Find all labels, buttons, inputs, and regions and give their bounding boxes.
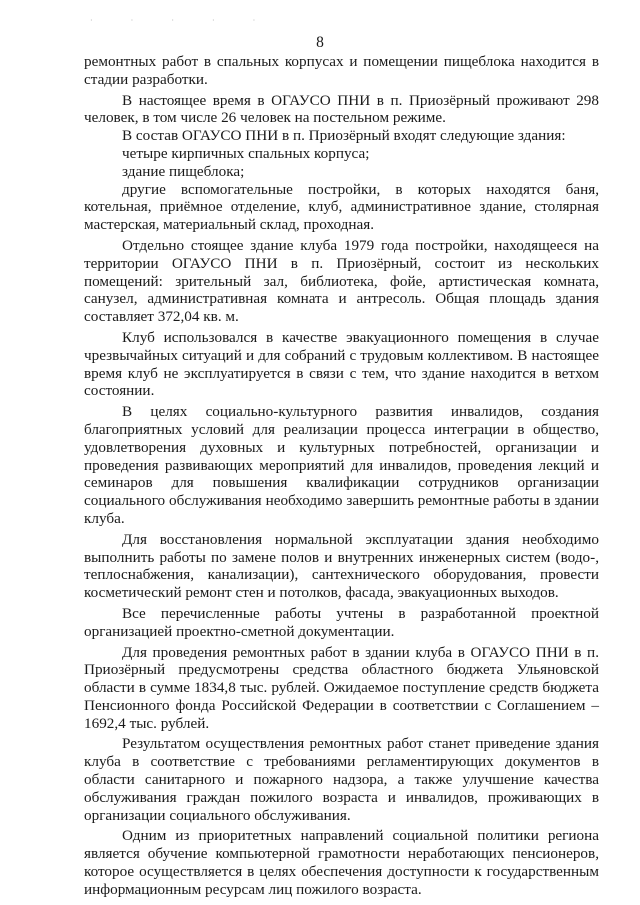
paragraph-buildings-intro: В состав ОГАУСО ПНИ в п. Приозёрный входят следующие здания: (122, 127, 566, 145)
paragraph-computer-literacy: Одним из приоритетных направлений социальной политики региона является обучение компьютерной грамотности неработающих пенсионеров, которое осуществляется в целях обеспечения доступности к государственным информационным ресурсам лиц пожилого возраста. (84, 827, 599, 898)
paragraph-funding: Для проведения ремонтных работ в здании клуба в ОГАУСО ПНИ в п. Приозёрный предусмотрены средства областного бюджета Ульяновской области в сумме 1834,8 тыс. рублей. Ожидаемое поступление средств бюджета Пенсионного фонда Российской Федерации в соответствии с Соглашением – 1692,4 тыс. рублей. (84, 643, 599, 732)
paragraph-residents: В настоящее время в ОГАУСО ПНИ в п. Приозёрный проживают 298 человек, в том числе 26 человек на постельном режиме. (84, 91, 599, 127)
page-number: 8 (316, 34, 324, 51)
paragraph-club-usage: Клуб использовался в качестве эвакуационного помещения в случае чрезвычайных ситуаций и для собраний с трудовым коллективом. В настоящее время клуб не эксплуатируется в связи с тем, что здание находится в ветхом состоянии. (84, 328, 599, 400)
paragraph-club-description: Отдельно стоящее здание клуба 1979 года постройки, находящееся на территории ОГАУСО ПНИ в п. Приозёрный, состоит из нескольких помещений: зрительный зал, библиотека, фойе, артистическая комната, санузел, административная комната и антресоль. Общая площадь здания составляет 372,04 кв. м. (84, 236, 599, 326)
list-item-canteen: здание пищеблока; (122, 162, 245, 180)
paragraph-works-accounted: Все перечисленные работы учтены в разработанной проектной организацией проектно-сметной документации. (84, 604, 599, 640)
paragraph-continuation: ремонтных работ в спальных корпусах и помещении пищеблока находится в стадии разработки. (84, 53, 599, 88)
paragraph-goals: В целях социально-культурного развития инвалидов, создания благоприятных условий для реализации процесса интеграции в общество, удовлетворения духовных и культурных потребностей, организации и проведения развивающих мероприятий для инвалидов, проведения лекций и семинаров для повышения квалификации сотрудников организации социального обслуживания необходимо завершить ремонтные работы в здании клуба. (84, 403, 599, 527)
document-body (84, 53, 599, 899)
scan-artifact-dots: · · · · · (90, 16, 274, 25)
paragraph-works-needed: Для восстановления нормальной эксплуатации здания необходимо выполнить работы по замене полов и внутренних инженерных систем (водо-, теплоснабжения, канализации), сантехнического оборудования, провести косметический ремонт стен и потолков, фасада, эвакуационных выходов. (84, 530, 599, 602)
paragraph-result: Результатом осуществления ремонтных работ станет приведение здания клуба в соответствие с требованиями регламентирующих документов в области санитарного и пожарного надзора, а также улучшение качества обслуживания граждан пожилого возраста и инвалидов, проживающих в организации социального обслуживания. (84, 735, 599, 824)
list-item-other-buildings: другие вспомогательные постройки, в которых находятся баня, котельная, приёмное отделение, клуб, административное здание, столярная мастерская, материальный склад, проходная. (84, 180, 599, 234)
list-item-dormitories: четыре кирпичных спальных корпуса; (122, 144, 370, 162)
